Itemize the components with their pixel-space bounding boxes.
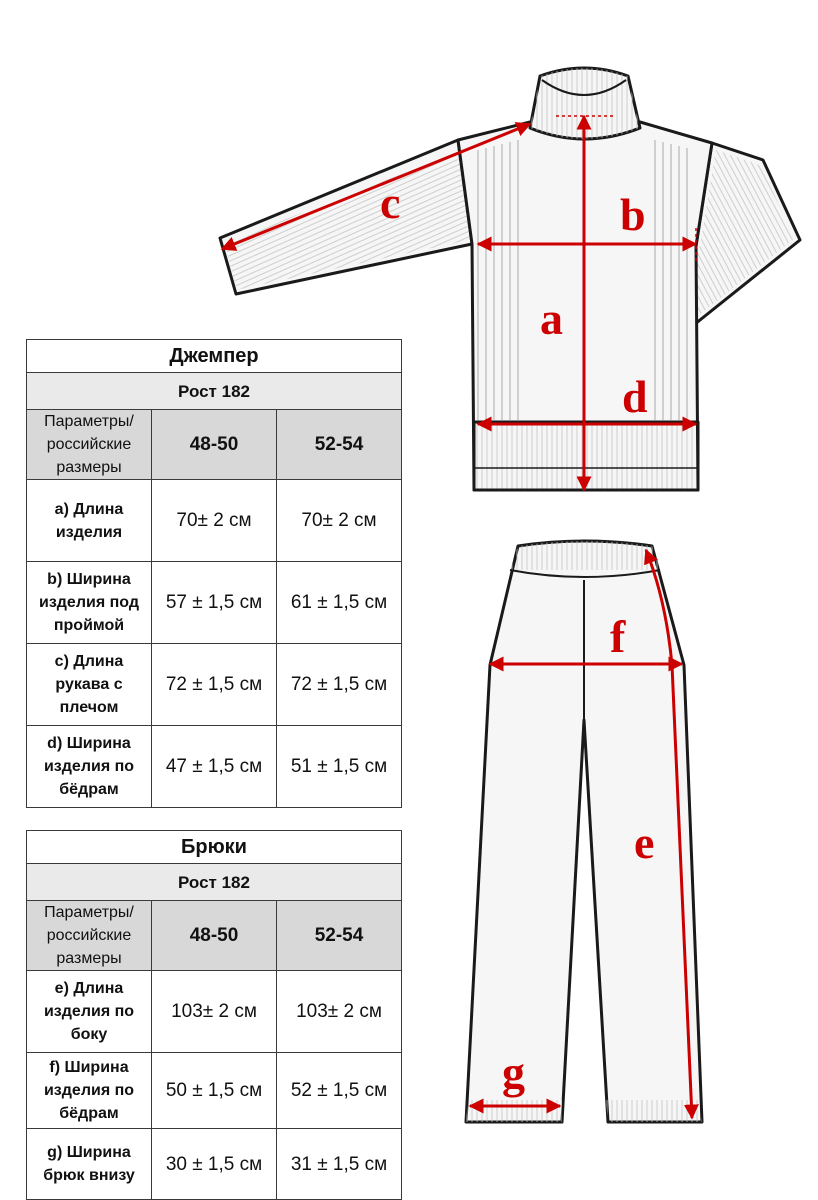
pants-table-height: Рост 182 xyxy=(27,864,402,901)
param-label: e) Длина изделия по боку xyxy=(27,971,152,1053)
value-cell: 103± 2 см xyxy=(152,971,277,1053)
table-row xyxy=(27,480,402,562)
param-label: a) Длина изделия xyxy=(27,480,152,562)
value-cell: 72 ± 1,5 см xyxy=(277,644,402,726)
value-cell: 57 ± 1,5 см xyxy=(152,562,277,644)
table-row xyxy=(27,1053,402,1129)
jumper-table-title: Джемпер xyxy=(27,340,402,373)
pants-table-title: Брюки xyxy=(27,831,402,864)
table-row xyxy=(27,1129,402,1200)
param-label: c) Длина рукава с плечом xyxy=(27,644,152,726)
label-g: g xyxy=(502,1047,525,1098)
value-cell: 50 ± 1,5 см xyxy=(152,1053,277,1129)
pants-waistband xyxy=(510,541,660,570)
value-cell: 51 ± 1,5 см xyxy=(277,726,402,808)
value-cell: 70± 2 см xyxy=(152,480,277,562)
pants-size-table xyxy=(26,830,402,1200)
param-label: b) Ширина изделия под проймой xyxy=(27,562,152,644)
jumper-hem xyxy=(474,422,698,490)
table-row xyxy=(27,562,402,644)
value-cell: 30 ± 1,5 см xyxy=(152,1129,277,1200)
value-cell: 72 ± 1,5 см xyxy=(152,644,277,726)
value-cell: 47 ± 1,5 см xyxy=(152,726,277,808)
label-e: e xyxy=(634,817,655,868)
label-d: d xyxy=(622,371,648,422)
table-row xyxy=(27,971,402,1053)
label-c: c xyxy=(380,177,401,228)
size-header: 48-50 xyxy=(152,901,277,971)
param-label: d) Ширина изделия по бёдрам xyxy=(27,726,152,808)
param-label: f) Ширина изделия по бёдрам xyxy=(27,1053,152,1129)
value-cell: 70± 2 см xyxy=(277,480,402,562)
param-label: g) Ширина брюк внизу xyxy=(27,1129,152,1200)
value-cell: 61 ± 1,5 см xyxy=(277,562,402,644)
size-header: 48-50 xyxy=(152,410,277,480)
size-header: 52-54 xyxy=(277,410,402,480)
value-cell: 103± 2 см xyxy=(277,971,402,1053)
table-row xyxy=(27,644,402,726)
size-header: 52-54 xyxy=(277,901,402,971)
param-header: Параметры/ российские размеры xyxy=(27,410,152,480)
param-header: Параметры/ российские размеры xyxy=(27,901,152,971)
label-a: a xyxy=(540,293,563,344)
jumper-size-table xyxy=(26,339,402,808)
label-b: b xyxy=(620,189,646,240)
table-row xyxy=(27,726,402,808)
label-f: f xyxy=(610,611,626,662)
value-cell: 31 ± 1,5 см xyxy=(277,1129,402,1200)
jumper-table-height: Рост 182 xyxy=(27,373,402,410)
value-cell: 52 ± 1,5 см xyxy=(277,1053,402,1129)
